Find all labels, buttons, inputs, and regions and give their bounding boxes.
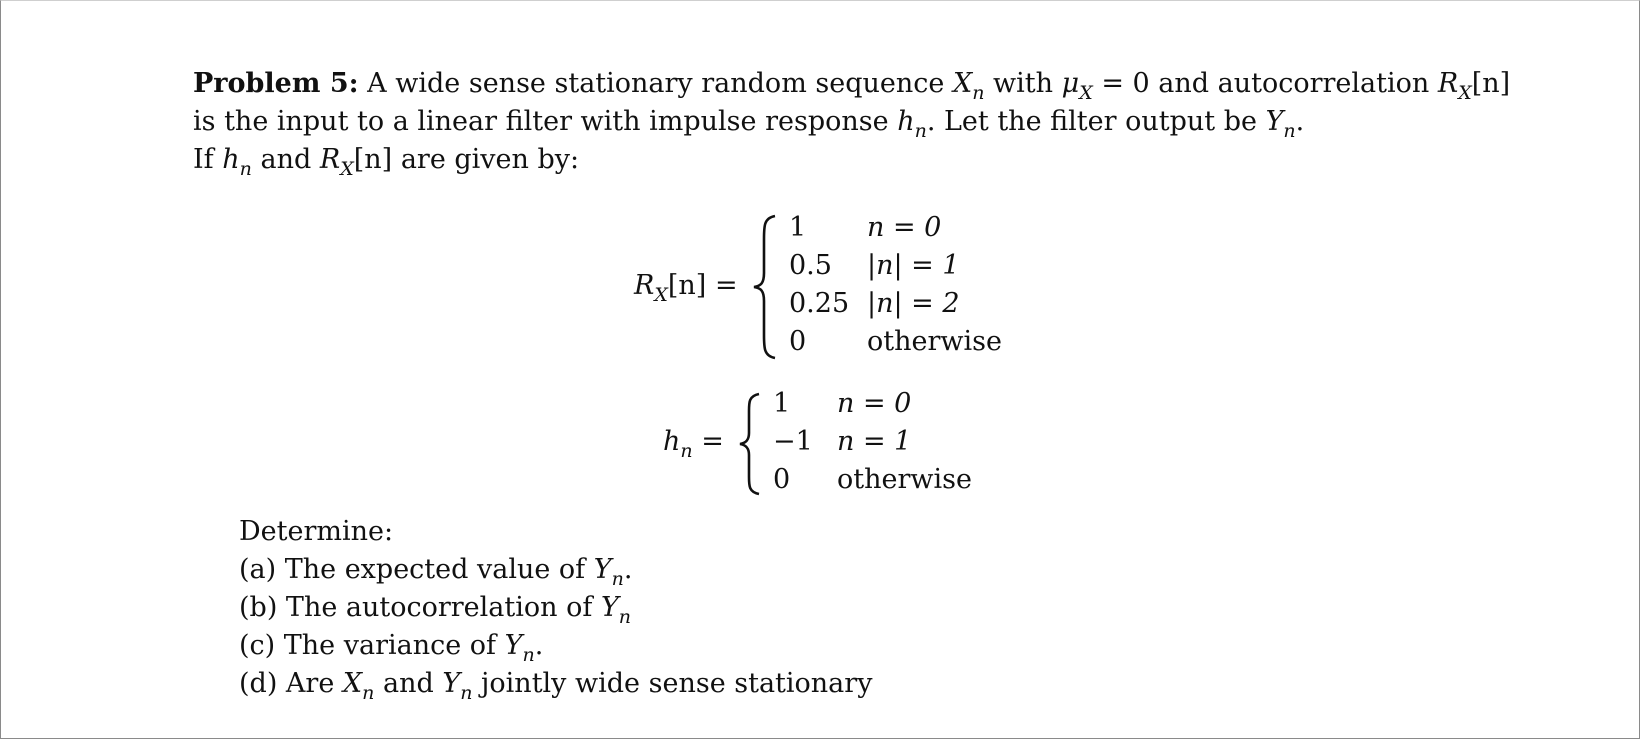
problem-line-3 (193, 141, 579, 181)
question-c: (c) The variance of $Y_n$. (239, 630, 544, 666)
rx-condition: |n| = 2 (867, 288, 960, 319)
h-condition: otherwise (837, 464, 972, 495)
symbol-y: Y (442, 668, 461, 699)
equals-sign: = (714, 270, 738, 301)
rx-condition: |n| = 1 (867, 250, 960, 281)
question-c-text: (c) The variance of (239, 630, 497, 661)
question-d-text-a: (d) Are (239, 668, 335, 699)
bracket-n: [n] (667, 270, 707, 301)
subscript-x: X (1458, 82, 1472, 104)
symbol-h: h (897, 106, 915, 137)
h-values-column (773, 385, 813, 499)
h-condition: n = 0 (837, 388, 912, 419)
mu-value: = 0 (1101, 68, 1150, 99)
intro-text-2a: is the input to a linear filter with impulse response (193, 106, 889, 137)
subscript-n: n (618, 606, 632, 628)
symbol-x: X (952, 68, 973, 99)
symbol-h: h (222, 144, 240, 175)
subscript-n: n (460, 682, 473, 704)
question-b-text: (b) The autocorrelation of (239, 592, 593, 623)
question-a: (a) The expected value of $Y_n$. (239, 554, 633, 590)
subscript-n: n (914, 120, 927, 142)
h-value: 0 (773, 464, 791, 495)
rx-value: 1 (789, 212, 807, 243)
rx-condition: otherwise (867, 326, 1002, 357)
problem-line-2: is the input to a linear filter with impulse response $h_n$. Let the filter output be $Y_n$. (193, 106, 1305, 142)
question-d (239, 665, 872, 705)
symbol-y: Y (600, 592, 619, 623)
symbol-x: X (342, 668, 363, 699)
subscript-n: n (611, 568, 624, 590)
symbol-h: h (663, 426, 681, 457)
left-brace-icon (751, 213, 781, 361)
rx-value: 0.5 (789, 250, 832, 281)
intro-text-2b: . Let the filter output be (926, 106, 1257, 137)
rx-value: 0.25 (789, 288, 850, 319)
question-d-text-c: jointly wide sense stationary (481, 668, 873, 699)
question-a-text: (a) The expected value of (239, 554, 586, 585)
rx-value: 0 (789, 326, 807, 357)
rx-conditions-column (867, 209, 1002, 361)
subscript-n: n (522, 644, 535, 666)
intro-text-1a: A wide sense stationary random sequence (367, 68, 945, 99)
rx-lhs (634, 267, 738, 307)
symbol-y: Y (1265, 106, 1284, 137)
rx-values-column (789, 209, 849, 361)
intro-text-3b: and (260, 144, 312, 175)
problem-line-1 (193, 65, 1510, 105)
subscript-x: X (340, 158, 354, 180)
intro-text-3c: are given by: (400, 144, 580, 175)
question-d-text-b: and (383, 668, 434, 699)
equals-sign: = (701, 426, 724, 457)
subscript-n: n (239, 158, 252, 180)
left-brace-icon (737, 391, 765, 497)
symbol-y: Y (504, 630, 523, 661)
subscript-n: n (1283, 120, 1296, 142)
bracket-n: [n] (1471, 68, 1511, 99)
symbol-r: R (319, 144, 341, 175)
subscript-n: n (362, 682, 375, 704)
symbol-mu: μ (1061, 68, 1080, 99)
subscript-x: X (654, 284, 668, 306)
intro-text-3a: If (193, 144, 214, 175)
subscript-n: n (972, 82, 985, 104)
intro-text-1c: and autocorrelation (1158, 68, 1430, 99)
h-value: 1 (773, 388, 791, 419)
intro-text-1b: with (993, 68, 1054, 99)
h-value: −1 (773, 426, 813, 457)
symbol-r: R (1437, 68, 1459, 99)
question-b (239, 589, 631, 629)
problem-label: Problem 5: (193, 68, 359, 99)
symbol-r: R (634, 270, 655, 301)
determine-heading: Determine: (239, 516, 394, 547)
bracket-n: [n] (353, 144, 393, 175)
symbol-y: Y (593, 554, 612, 585)
h-conditions-column (837, 385, 972, 499)
h-condition: n = 1 (837, 426, 912, 457)
rx-condition: n = 0 (867, 212, 942, 243)
subscript-x: X (1079, 82, 1093, 104)
subscript-n: n (680, 440, 693, 462)
h-lhs (663, 423, 724, 463)
